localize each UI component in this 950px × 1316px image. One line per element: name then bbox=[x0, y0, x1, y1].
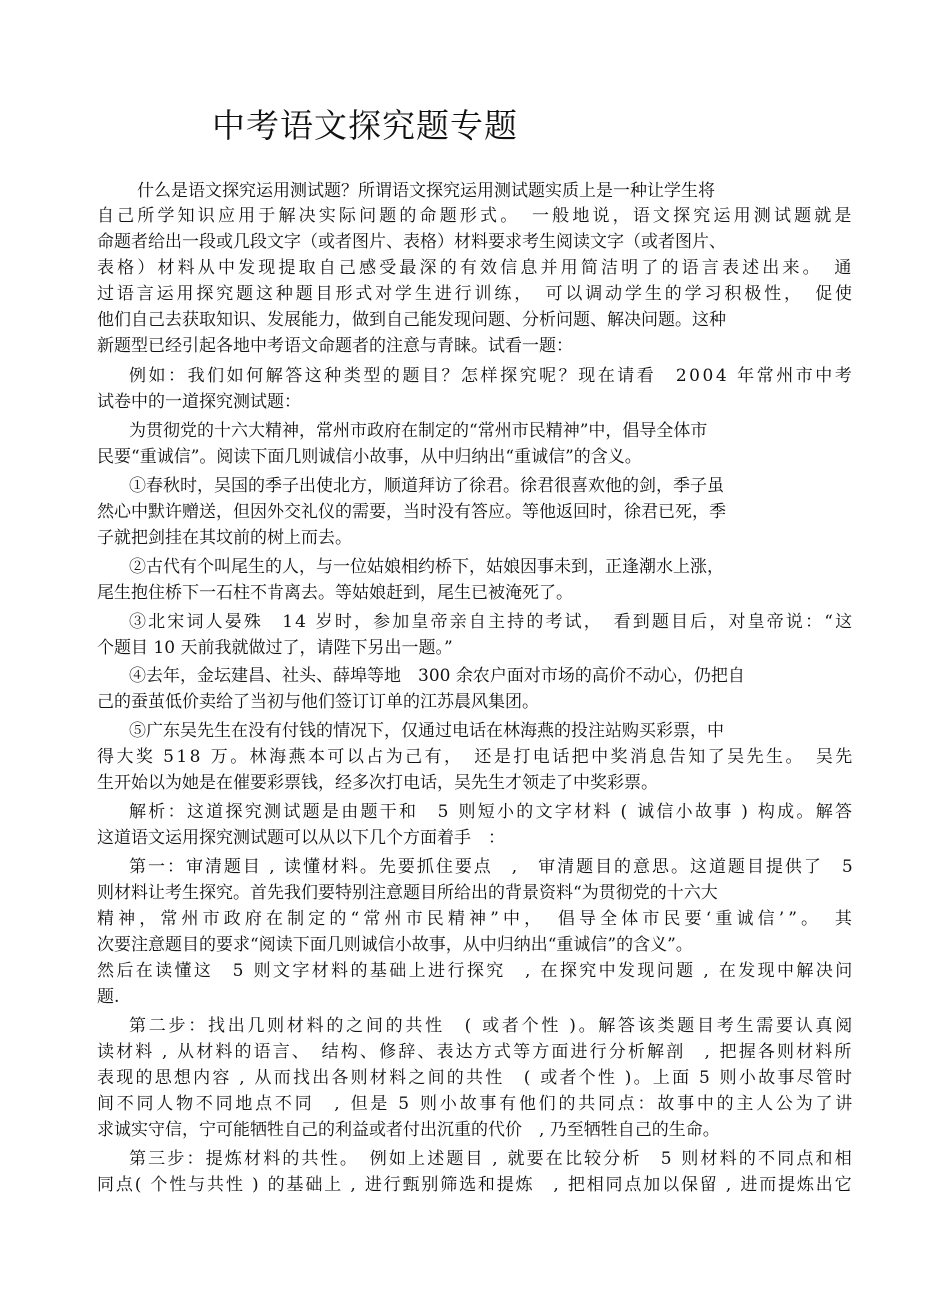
paragraph-line: 第一：审清题目 , 读懂材料。先要抓住要点 , 审清题目的意思。这道题目提供了 5 bbox=[129, 857, 855, 877]
paragraph-line: 次要注意题目的要求“阅读下面几则诚信小故事，从中归纳出“重诚信”的含义”。 bbox=[97, 935, 693, 955]
paragraph-line: 第三步：提炼材料的共性。 例如上述题目 , 就要在比较分析 5 则材料的不同点和相 bbox=[129, 1149, 854, 1169]
paragraph-line: ②古代有个叫尾生的人，与一位姑娘相约桥下，姑娘因事未到，正逢潮水上涨， bbox=[129, 557, 724, 577]
document-title: 中考语文探究题专题 bbox=[212, 106, 518, 145]
paragraph-line: 读材料 , 从材料的语言、 结构、修辞、表达方式等方面进行分析解剖 , 把握各则材料所 bbox=[97, 1042, 854, 1062]
paragraph-line: 这道语文运用探究测试题可以从以下几个方面着手 ： bbox=[97, 828, 505, 848]
paragraph-line: 例如：我们如何解答这种类型的题目？怎样探究呢？现在请看 2004 年常州市中考 bbox=[129, 366, 855, 386]
paragraph-line: 他们自己去获取知识、发展能力，做到自己能发现问题、分析问题、解决问题。这种 bbox=[97, 310, 726, 330]
paragraph-line: 然后在读懂这 5 则文字材料的基础上进行探究 , 在探究中发现问题 , 在发现中解决问 bbox=[97, 961, 855, 981]
paragraph-line: 求诚实守信，宁可能牺牲自己的利益或者付出沉重的代价 , 乃至牺牲自己的生命。 bbox=[97, 1120, 720, 1140]
paragraph-line: 则材料让考生探究。首先我们要特别注意题目所给出的背景资料“为贯彻党的十六大 bbox=[97, 883, 718, 903]
paragraph-line: 然心中默许赠送，但因外交礼仪的需要，当时没有答应。等他返回时，徐君已死，季 bbox=[97, 502, 726, 522]
paragraph-line: 生开始以为她是在催要彩票钱，经多次打电话，吴先生才领走了中奖彩票。 bbox=[97, 773, 658, 793]
paragraph-line: 子就把剑挂在其坟前的树上而去。 bbox=[97, 528, 352, 548]
paragraph-line: 什么是语文探究运用测试题？所谓语文探究运用测试题实质上是一种让学生将 bbox=[137, 181, 715, 201]
paragraph-line: 表格）材料从中发现提取自己感受最深的有效信息并用简洁明了的语言表述出来。 通 bbox=[97, 258, 855, 278]
paragraph-line: 尾生抱住桥下一石柱不肯离去。等姑娘赶到，尾生已被淹死了。 bbox=[97, 583, 573, 603]
paragraph-line: 为贯彻党的十六大精神，常州市政府在制定的“常州市民精神”中，倡导全体市 bbox=[129, 421, 708, 441]
paragraph-line: 间不同人物不同地点不同 , 但是 5 则小故事有他们的共同点：故事中的主人公为了讲 bbox=[97, 1094, 855, 1114]
paragraph-line: 同点( 个性与共性 ) 的基础上 , 进行甄别筛选和提炼 , 把相同点加以保留 , 进而提炼出它 bbox=[97, 1175, 854, 1195]
paragraph-line: 精神，常州市政府在制定的“常州市民精神”中， 倡导全体市民要‘重诚信’”。 其 bbox=[97, 909, 856, 929]
paragraph-line: 题. bbox=[97, 987, 120, 1007]
paragraph-line: ⑤广东吴先生在没有付钱的情况下，仅通过电话在林海燕的投注站购买彩票，中 bbox=[129, 721, 724, 741]
paragraph-line: 过语言运用探究题这种题目形式对学生进行训练， 可以调动学生的学习积极性， 促使 bbox=[97, 284, 855, 304]
paragraph-line: ④去年，金坛建昌、社头、薛埠等地 300 余农户面对市场的高价不动心，仍把自 bbox=[129, 666, 745, 686]
paragraph-line: 民要“重诚信”。阅读下面几则诚信小故事，从中归纳出“重诚信”的含义。 bbox=[97, 447, 642, 467]
paragraph-line: ①春秋时，吴国的季子出使北方，顺道拜访了徐君。徐君很喜欢他的剑，季子虽 bbox=[129, 476, 724, 496]
paragraph-line: 表现的思想内容 , 从而找出各则材料之间的共性 ( 或者个性 )。上面 5 则小故事尽管时 bbox=[97, 1068, 855, 1088]
paragraph-line: 己的蚕茧低价卖给了当初与他们签订订单的江苏晨风集团。 bbox=[97, 692, 539, 712]
paragraph-line: 第二步：找出几则材料的之间的共性 ( 或者个性 )。解答该类题目考生需要认真阅 bbox=[129, 1016, 855, 1036]
paragraph-line: 试卷中的一道探究测试题： bbox=[97, 392, 301, 412]
paragraph-line: 自己所学知识应用于解决实际问题的命题形式。 一般地说，语文探究运用测试题就是 bbox=[97, 206, 855, 226]
paragraph-line: 命题者给出一段或几段文字（或者图片、表格）材料要求考生阅读文字（或者图片、 bbox=[97, 232, 726, 252]
paragraph-line: 个题目 10 天前我就做过了，请陛下另出一题。” bbox=[97, 638, 453, 658]
paragraph-line: 得大奖 518 万。林海燕本可以占为己有， 还是打电话把中奖消息告知了吴先生。 吴先 bbox=[97, 747, 855, 767]
paragraph-line: 新题型已经引起各地中考语文命题者的注意与青睐。试看一题： bbox=[97, 336, 573, 356]
paragraph-line: 解析：这道探究测试题是由题干和 5 则短小的文字材料 ( 诚信小故事 ) 构成。解答 bbox=[129, 802, 855, 822]
paragraph-line: ③北宋词人晏殊 14 岁时，参加皇帝亲自主持的考试， 看到题目后，对皇帝说：“这 bbox=[129, 612, 855, 632]
